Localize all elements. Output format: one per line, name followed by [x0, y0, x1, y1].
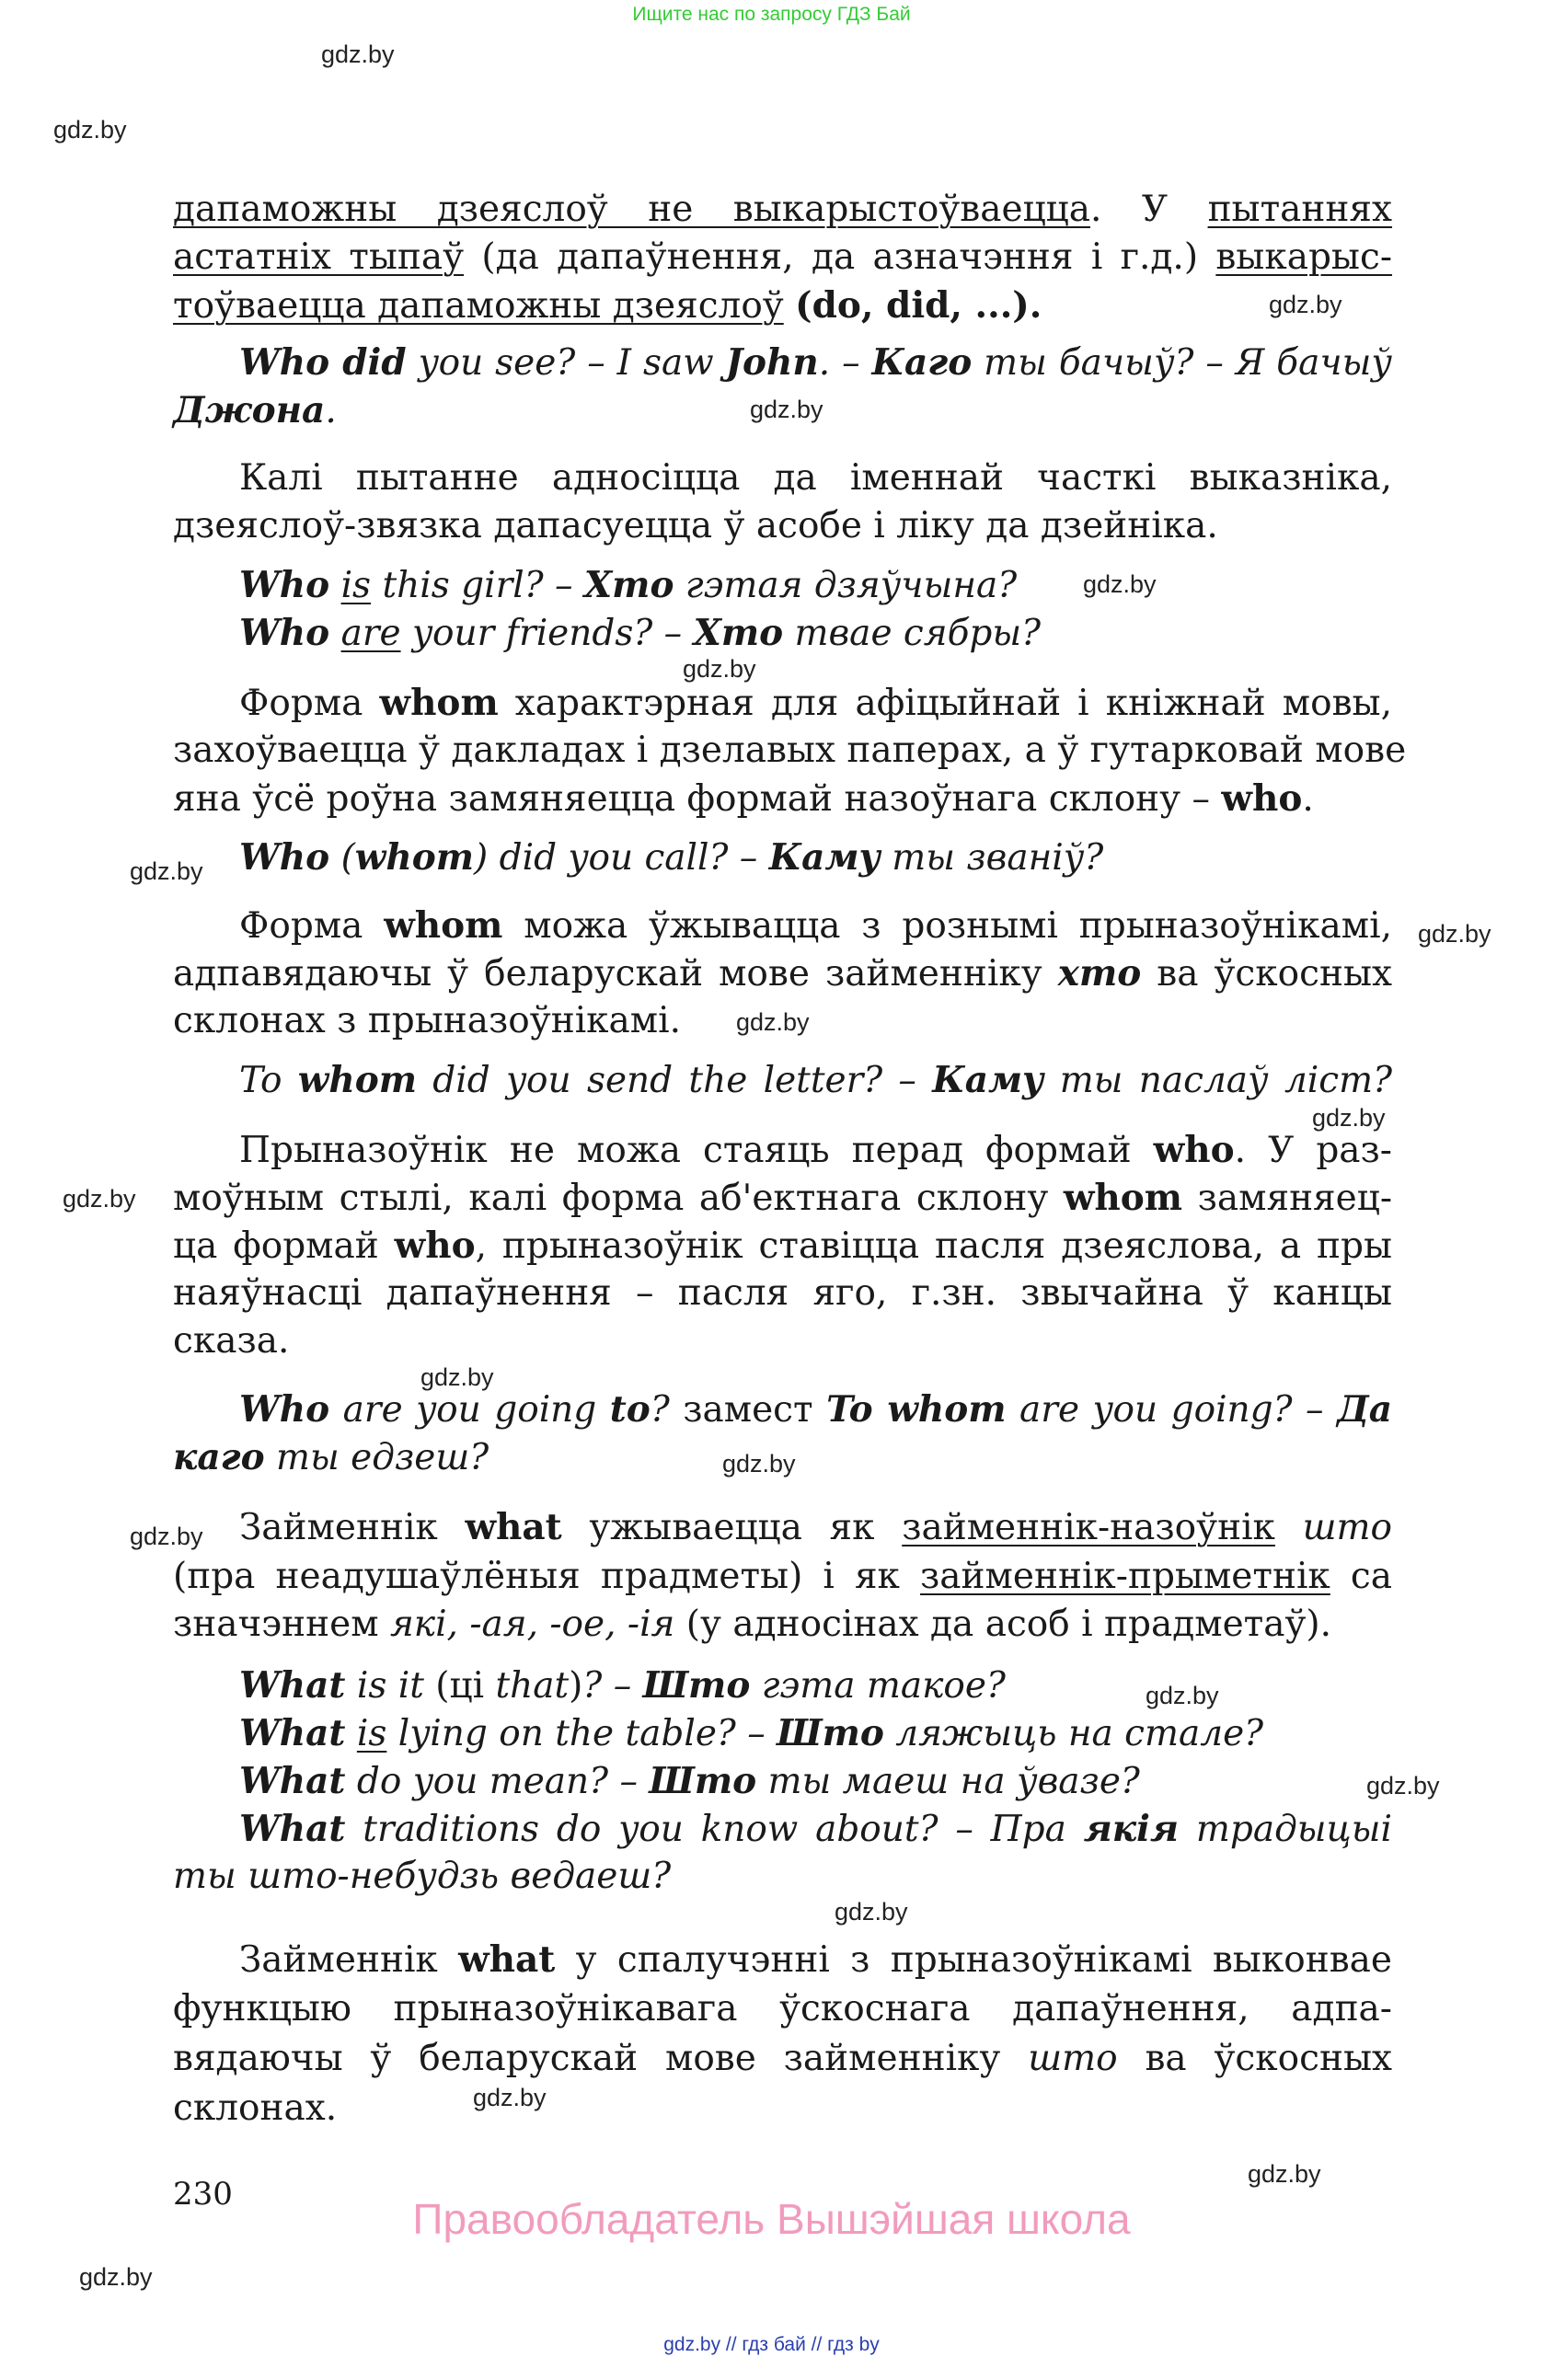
watermark: gdz.by [473, 2084, 547, 2111]
text: замест [669, 1389, 827, 1431]
watermark: gdz.by [63, 1185, 136, 1213]
text: можа ўжывацца з рознымі прыназоўнікамі, [502, 905, 1392, 947]
bold-term: What [239, 1808, 346, 1850]
bold-term: who [1153, 1129, 1235, 1171]
text: ? – [582, 1665, 643, 1707]
page-number: 230 [173, 2176, 233, 2213]
bold-term: Who [239, 564, 330, 606]
bold-term: Што [642, 1664, 751, 1707]
text: do you mean? – [345, 1761, 650, 1802]
paragraph-line [173, 729, 1407, 773]
text: са [1330, 1556, 1392, 1597]
watermark: gdz.by [750, 396, 823, 423]
text: Форма [239, 905, 385, 947]
bold-term: Джона [173, 389, 326, 431]
example-line [239, 1807, 1392, 1852]
text: традыцыі [1179, 1809, 1392, 1850]
underlined-term: выкарыс- [1215, 236, 1392, 278]
italic-term: які, -ая, -ое, -ія [389, 1604, 675, 1645]
text: ( [329, 837, 355, 879]
bold-term: Каго [871, 341, 973, 384]
example-line [239, 611, 1041, 656]
top-banner-link[interactable]: Ищите нас по запросу ГДЗ Бай [632, 4, 911, 25]
text: Займеннік [239, 1507, 466, 1548]
bold-term: What [239, 1712, 346, 1754]
text: To [239, 1060, 298, 1101]
text: . У раз- [1234, 1130, 1392, 1171]
example-line [239, 1759, 1140, 1804]
paragraph-line [239, 681, 1392, 726]
text: Займеннік [239, 1939, 459, 1981]
underlined-term: астатніх тыпаў [173, 236, 465, 278]
bold-italic-term: хто [1057, 952, 1142, 995]
bold-term: John [725, 341, 819, 384]
example-line [173, 1435, 489, 1480]
text: захоўваецца ў дакладах і дзелавых паперах, а ў гутарковай мове [173, 730, 1407, 771]
text: гэта такое? [750, 1665, 1006, 1707]
underlined-term: тоўваецца дапаможны дзеяслоў [173, 285, 784, 327]
text [329, 613, 340, 654]
bold-term: Каму [768, 836, 881, 879]
underlined-term: пытаннях [1207, 189, 1393, 230]
text: . – [818, 342, 872, 384]
watermark: gdz.by [53, 116, 127, 144]
text: did you send the letter? – [417, 1060, 933, 1101]
bold-term: Што [777, 1712, 884, 1754]
paragraph-line [173, 1176, 1392, 1221]
text: is it [345, 1665, 436, 1707]
text: наяўнасці дапаўнення – пасля яго, г.зн. звычайна ў канцы [173, 1272, 1392, 1314]
text: ты бачыў? – Я бачыў [972, 342, 1392, 384]
text: are you going [329, 1389, 610, 1431]
paragraph-line [173, 1987, 1392, 2031]
paragraph-line [173, 999, 681, 1043]
underlined-term: is [356, 1713, 387, 1754]
underlined-term: are [340, 613, 401, 654]
example-line [239, 835, 1103, 880]
italic-term: that [495, 1665, 570, 1707]
watermark: gdz.by [1146, 1682, 1219, 1709]
bold-term: What [239, 1760, 346, 1802]
text: гэтая дзяўчына? [674, 565, 1018, 606]
text: дзеяслоў-звязка дапасуецца ў асобе і ліку да дзейніка. [173, 505, 1218, 546]
text: значэннем [173, 1604, 390, 1645]
watermark: gdz.by [722, 1450, 796, 1477]
text: замяняец- [1182, 1178, 1392, 1219]
text: ляжыць на стале? [883, 1713, 1264, 1754]
bold-term: whom [379, 682, 499, 724]
example-line [239, 1711, 1263, 1756]
watermark: gdz.by [835, 1898, 908, 1926]
text: ) [569, 1665, 583, 1707]
watermark: gdz.by [1366, 1772, 1440, 1799]
italic-term: што [1028, 2038, 1118, 2079]
paragraph-line [173, 1603, 1331, 1647]
text [1275, 1507, 1303, 1548]
paragraph-line [173, 776, 1314, 822]
example-line [239, 563, 1017, 608]
example-line [173, 1855, 671, 1899]
text: (пра неадушаўлёныя прадметы) і як [173, 1556, 921, 1597]
example-line [173, 388, 337, 433]
bold-term: (do, did, ...). [795, 284, 1042, 327]
text: ты паслаў ліст? [1043, 1060, 1392, 1101]
bold-term: Who [239, 1388, 330, 1431]
paragraph-line [173, 504, 1218, 548]
bold-term: якія [1083, 1808, 1180, 1850]
text: lying on the table? – [386, 1713, 777, 1754]
text: (да дапаўнення, да азначэння і г.д.) [464, 236, 1216, 278]
watermark: gdz.by [1083, 570, 1157, 598]
paragraph-line [173, 236, 1392, 280]
bold-term: Каму [932, 1059, 1044, 1101]
text: функцыю прыназоўнікавага ўскоснага дапаўнення, адпа- [173, 1988, 1392, 2029]
text: . [325, 390, 337, 431]
text: моўным стылі, калі форма аб'ектнага склону [173, 1178, 1064, 1219]
watermark: gdz.by [1269, 291, 1342, 318]
paragraph-line [173, 2037, 1392, 2081]
text: . [1302, 778, 1314, 820]
text: ва ўскосных [1117, 2038, 1392, 2079]
bold-term: whom [384, 904, 503, 947]
bold-term: What [239, 1664, 346, 1707]
text: Прыназоўнік не можа стаяць перад формай [239, 1130, 1154, 1171]
copyright-notice: Правообладатель Вышэйшая школа [412, 2195, 1131, 2243]
example-line [239, 1058, 1392, 1103]
text: (ці [435, 1665, 496, 1707]
bold-term: Who did [239, 341, 407, 384]
text: , прыназоўнік ставіцца пасля дзеяслова, а пры [475, 1225, 1392, 1267]
text: . У [1089, 189, 1208, 230]
text [345, 1713, 356, 1754]
paragraph-line [173, 188, 1392, 232]
watermark: gdz.by [420, 1363, 494, 1391]
text: are you going? – [1006, 1389, 1338, 1431]
text: ужываецца як [561, 1507, 903, 1548]
bold-term: what [458, 1938, 556, 1981]
bold-term: who [394, 1224, 476, 1267]
bold-term: To whom [826, 1388, 1007, 1431]
watermark: gdz.by [321, 40, 395, 68]
text: ца формай [173, 1225, 395, 1267]
bold-term: to [609, 1388, 651, 1431]
text: (у адносінах да асоб і прадметаў). [674, 1604, 1332, 1645]
underlined-term: займеннік-прыметнік [920, 1556, 1330, 1597]
underlined-term: займеннік-назоўнік [902, 1507, 1275, 1548]
text: ты едзеш? [264, 1437, 489, 1478]
text: ты маеш на ўвазе? [756, 1761, 1140, 1802]
paragraph-line [239, 1937, 1392, 1983]
watermark: gdz.by [1312, 1104, 1386, 1132]
bold-term: Хто [693, 612, 784, 654]
watermark: gdz.by [130, 857, 203, 885]
text: your friends? – [400, 613, 694, 654]
paragraph-line [173, 1224, 1392, 1269]
paragraph-line [239, 1128, 1392, 1173]
footer-links[interactable]: gdz.by // гдз бай // гдз by [663, 2334, 880, 2355]
text: you see? – I saw [406, 342, 726, 384]
watermark: gdz.by [683, 655, 756, 683]
paragraph-line [173, 2087, 337, 2131]
bold-term: what [465, 1506, 562, 1548]
watermark: gdz.by [1248, 2160, 1321, 2188]
paragraph-line [173, 1271, 1392, 1316]
example-line [239, 1387, 1392, 1432]
text: ты што-небудзь ведаеш? [173, 1856, 672, 1897]
underlined-term: дапаможны дзеяслоў не выкарыстоўваецца [173, 189, 1090, 230]
bold-term: Што [649, 1760, 757, 1802]
bold-term: Who [239, 836, 330, 879]
bold-term: Хто [583, 564, 674, 606]
watermark: gdz.by [736, 1008, 810, 1036]
text: вядаючы ў беларускай мове займенніку [173, 2038, 1029, 2079]
italic-term: што [1302, 1507, 1392, 1548]
paragraph-line [239, 903, 1392, 949]
bold-term: who [1221, 777, 1303, 820]
text: склонах з прыназоўнікамі. [173, 1000, 682, 1041]
bold-term: whom [1063, 1177, 1183, 1219]
text: у спалучэнні з прыназоўнікамі выконвае [555, 1939, 1392, 1981]
watermark: gdz.by [1418, 920, 1491, 948]
paragraph-line [173, 1555, 1392, 1599]
text [329, 565, 340, 606]
example-line [239, 1663, 1006, 1708]
paragraph-line [239, 1505, 1392, 1550]
bold-term: whom [354, 836, 475, 879]
text: ) did you call? – [474, 837, 769, 879]
text: адпавядаючы ў беларускай мове займенніку [173, 953, 1058, 995]
bold-term: Who [239, 612, 330, 654]
paragraph-line [173, 283, 1042, 328]
paragraph-line [239, 456, 1392, 500]
text: ? [650, 1389, 670, 1431]
text: характэрная для афіцыйнай і кніжнай мовы, [498, 683, 1392, 724]
bold-term: Да [1337, 1388, 1393, 1431]
text: this girl? – [371, 565, 584, 606]
underlined-term: is [340, 565, 372, 606]
text: ты званіў? [880, 837, 1104, 879]
text: сказа. [173, 1320, 290, 1362]
bold-term: каго [173, 1436, 265, 1478]
text: склонах. [173, 2087, 338, 2129]
text: ва ўскосных [1141, 953, 1392, 995]
text: Калі пытанне адносіцца да іменнай часткі выказніка, [239, 457, 1392, 499]
watermark: gdz.by [130, 1523, 203, 1550]
text: traditions do you know about? – Пра [345, 1809, 1084, 1850]
paragraph-line [173, 1319, 289, 1363]
text: твае сябры? [783, 613, 1042, 654]
example-line [239, 340, 1392, 385]
bold-term: whom [297, 1059, 417, 1101]
paragraph-line [173, 951, 1392, 996]
text: Форма [239, 683, 380, 724]
text [784, 285, 795, 327]
watermark: gdz.by [79, 2263, 153, 2291]
text: яна ўсё роўна замяняецца формай назоўнага склону – [173, 778, 1222, 820]
